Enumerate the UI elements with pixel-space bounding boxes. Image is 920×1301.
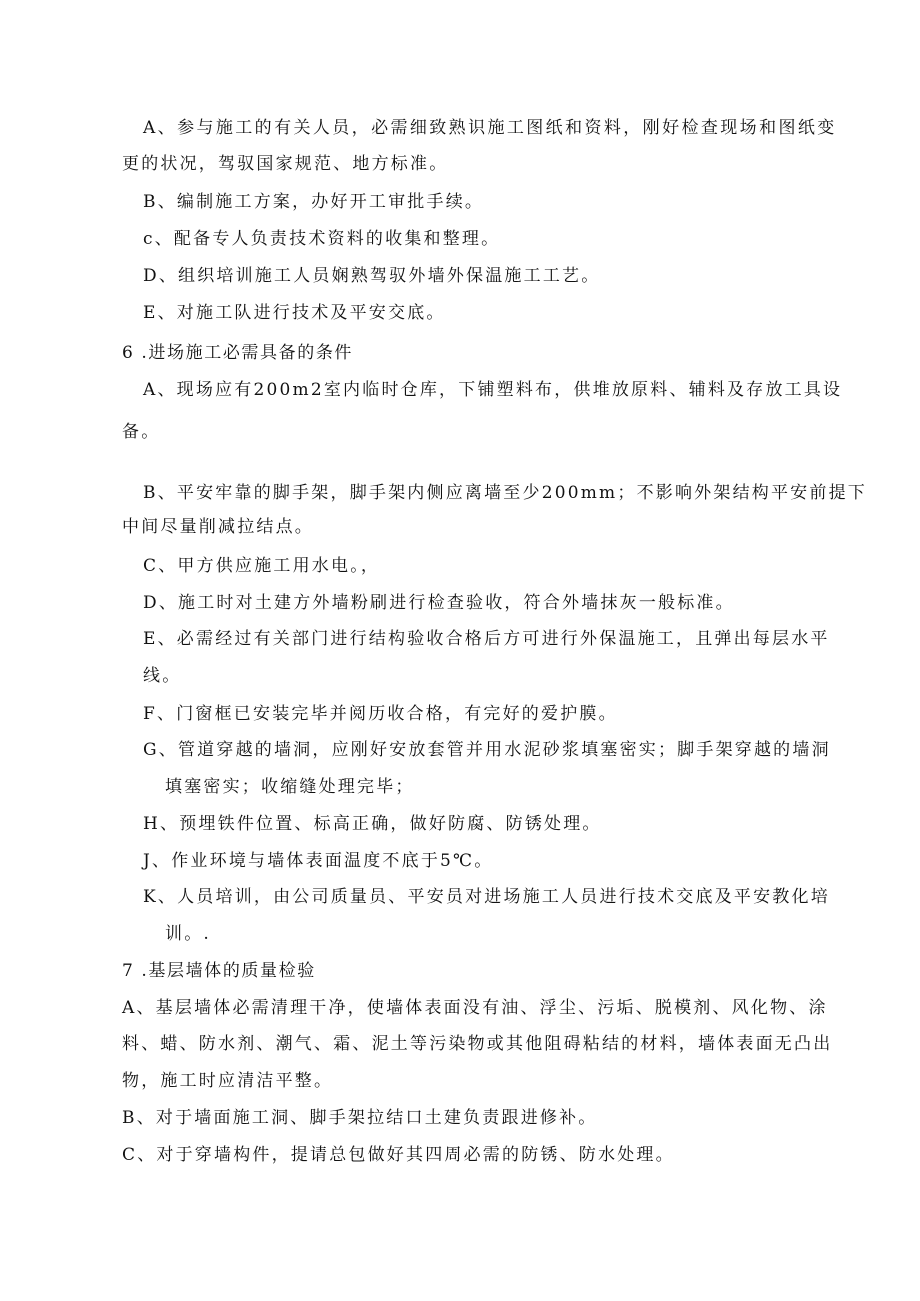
item-5c: c、配备专人负责技术资料的收集和整理。	[143, 229, 501, 249]
item-6k-line1: K、人员培训，由公司质量员、平安员对进场施工人员进行技术交底及平安教化培	[143, 887, 830, 907]
item-7a-line1: A、基层墙体必需清理干净，使墙体表面没有油、浮尘、污垢、脱模剂、风化物、涂	[122, 998, 828, 1018]
item-6a-line2: 备。	[122, 422, 161, 442]
item-5a-line2: 更的状况，驾驭国家规范、地方标准。	[122, 154, 449, 174]
section-6-heading: 6 .进场施工必需具备的条件	[122, 343, 354, 363]
item-6h: H、预埋铁件位置、标高正确，做好防腐、防锈处理。	[143, 814, 602, 834]
section-7-heading: 7 .基层墙体的质量检验	[122, 961, 316, 981]
item-7a-line3: 物，施工时应清洁平整。	[122, 1071, 334, 1091]
item-6e-line1: E、必需经过有关部门进行结构验收合格后方可进行外保温施工，且弹出每层水平	[143, 629, 830, 649]
item-5e: E、对施工队进行技术及平安交底。	[143, 303, 446, 323]
item-6f: F、门窗框已安装完毕并阅历收合格，有完好的爱护膜。	[143, 704, 618, 724]
item-5b: B、编制施工方案，办好开工审批手续。	[143, 192, 485, 212]
item-5d: D、组织培训施工人员娴熟驾驭外墙外保温施工工艺。	[143, 266, 601, 286]
item-6b-line2: 中间尽量削减拉结点。	[122, 517, 314, 537]
item-6b-line1: B、平安牢靠的脚手架，脚手架内侧应离墙至少200mm；不影响外架结构平安前提下	[143, 483, 867, 503]
item-6c: C、甲方供应施工用水电。，	[143, 556, 381, 576]
item-6k-line2: 训。.	[165, 924, 212, 944]
item-7b: B、对于墙面施工洞、脚手架拉结口土建负责跟进修补。	[122, 1108, 598, 1128]
item-6j: J、作业环境与墙体表面温度不底于5℃。	[143, 851, 494, 871]
item-6a-line1: A、现场应有200m2室内临时仓库，下铺塑料布，供堆放原料、辅料及存放工具设	[143, 380, 843, 400]
item-6e-line2: 线。	[143, 666, 182, 686]
item-5a-line1: A、参与施工的有关人员，必需细致熟识施工图纸和资料，刚好检查现场和图纸变	[143, 118, 837, 138]
item-7a-line2: 料、蜡、防水剂、潮气、霜、泥土等污染物或其他阻碍粘结的材料，墙体表面无凸出	[122, 1034, 833, 1054]
item-6g-line1: G、管道穿越的墙洞，应刚好安放套管并用水泥砂浆填塞密实；脚手架穿越的墙洞	[143, 740, 831, 760]
item-6d: D、施工时对土建方外墙粉刷进行检查验收，符合外墙抹灰一般标准。	[143, 593, 735, 613]
item-6g-line2: 填塞密实；收缩缝处理完毕；	[165, 777, 415, 797]
item-7c: C、对于穿墙构件，提请总包做好其四周必需的防锈、防水处理。	[122, 1145, 675, 1165]
